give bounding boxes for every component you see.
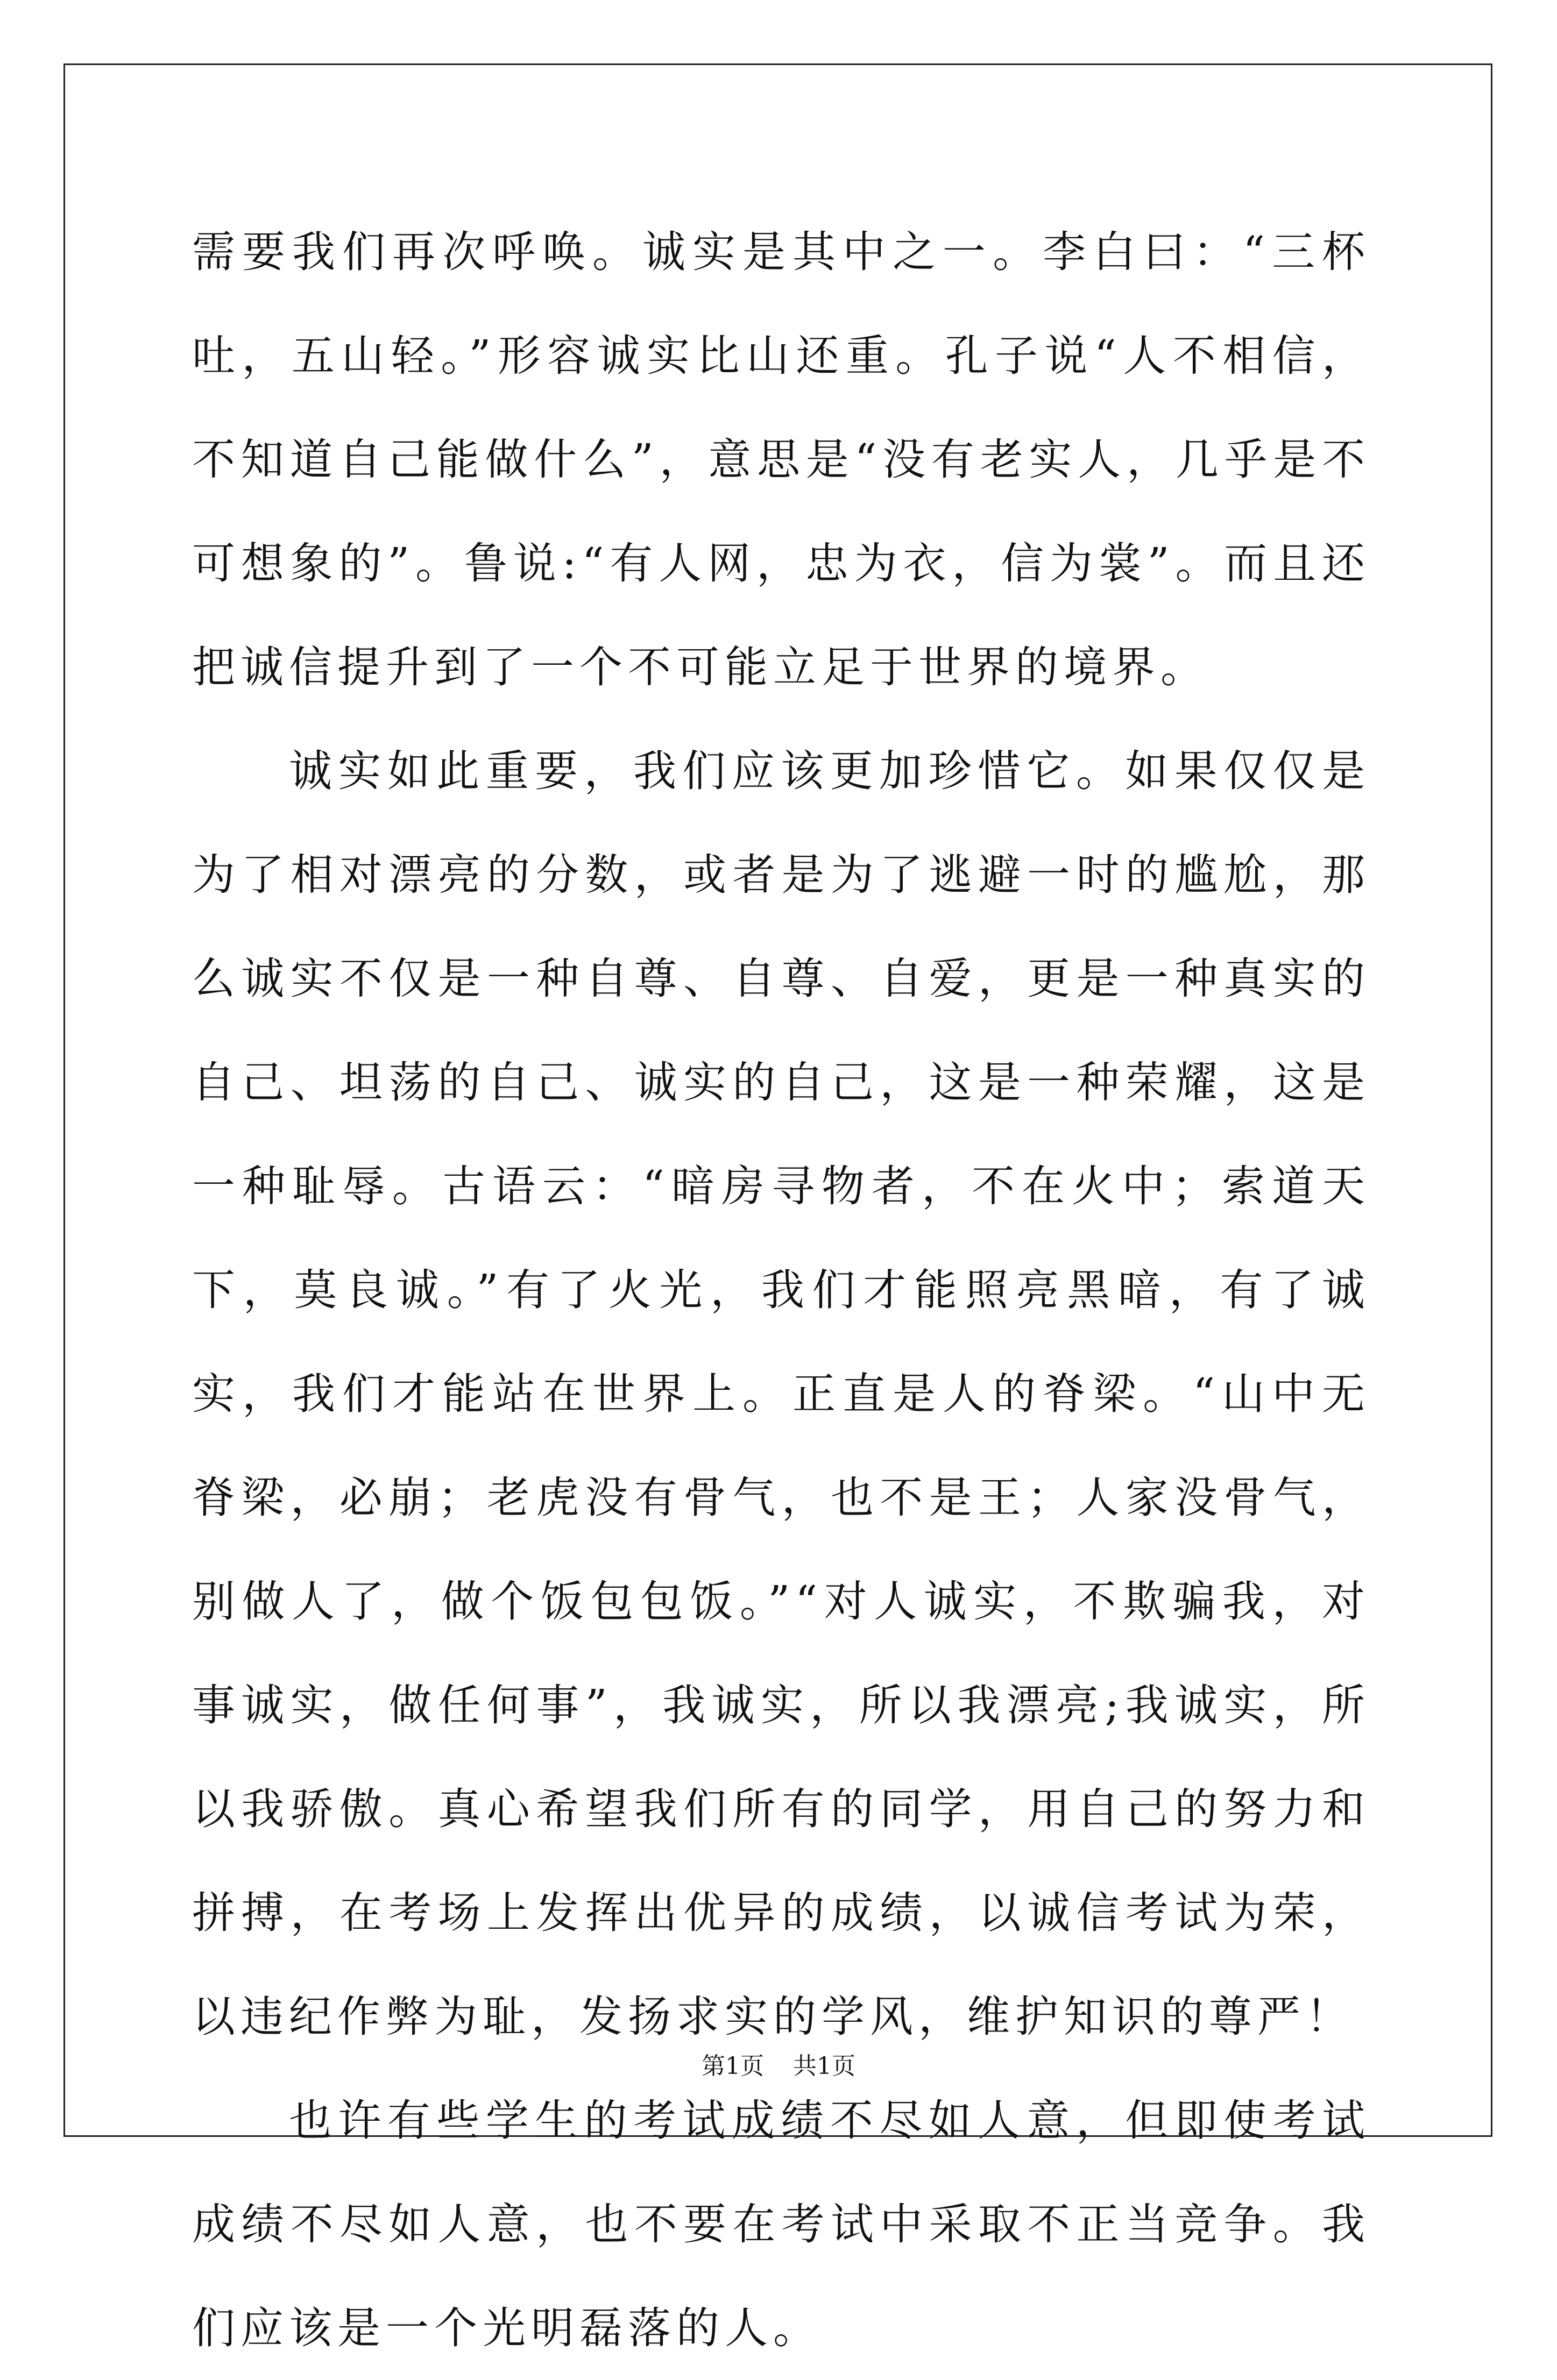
- paragraph-1: 需要我们再次呼唤。诚实是其中之一。李白曰：“三杯吐，五山轻。”形容诚实比山还重。孔子说“人不相信，不知道自己能做什么”，意思是“没有老实人，几乎是不可想象的”。鲁说:“有人网，忠为衣，信为裳”。而且还把诚信提升到了一个不可能立足于世界的境界。: [192, 227, 1370, 692]
- paragraph-3: 也许有些学生的考试成绩不尽如人意，但即使考试成绩不尽如人意，也不要在考试中采取不正当竞争。我们应该是一个光明磊落的人。: [192, 2095, 1370, 2353]
- page-number-current: 第1页: [702, 2052, 764, 2080]
- paragraph-2: 诚实如此重要，我们应该更加珍惜它。如果仅仅是为了相对漂亮的分数，或者是为了逃避一时的尴尬，那么诚实不仅是一种自尊、自尊、自爱，更是一种真实的自己、坦荡的自己、诚实的自己，这是一种荣耀，这是一种耻辱。古语云：“暗房寻物者，不在火中；索道天下，莫良诚。”有了火光，我们才能照亮黑暗，有了诚实，我们才能站在世界上。正直是人的脊梁。“山中无脊梁，必崩；老虎没有骨气，也不是王；人家没骨气，别做人了，做个饭包包饭。”“对人诚实，不欺骗我，对事诚实，做任何事”，我诚实，所以我漂亮;我诚实，所以我骄傲。真心希望我们所有的同学，用自己的努力和拼搏，在考场上发挥出优异的成绩，以诚信考试为荣，以违纪作弊为耻，发扬求实的学风，维护知识的尊严！: [192, 746, 1370, 2042]
- page-number-total: 共1页: [793, 2052, 855, 2080]
- page-footer: [0, 2050, 1557, 2083]
